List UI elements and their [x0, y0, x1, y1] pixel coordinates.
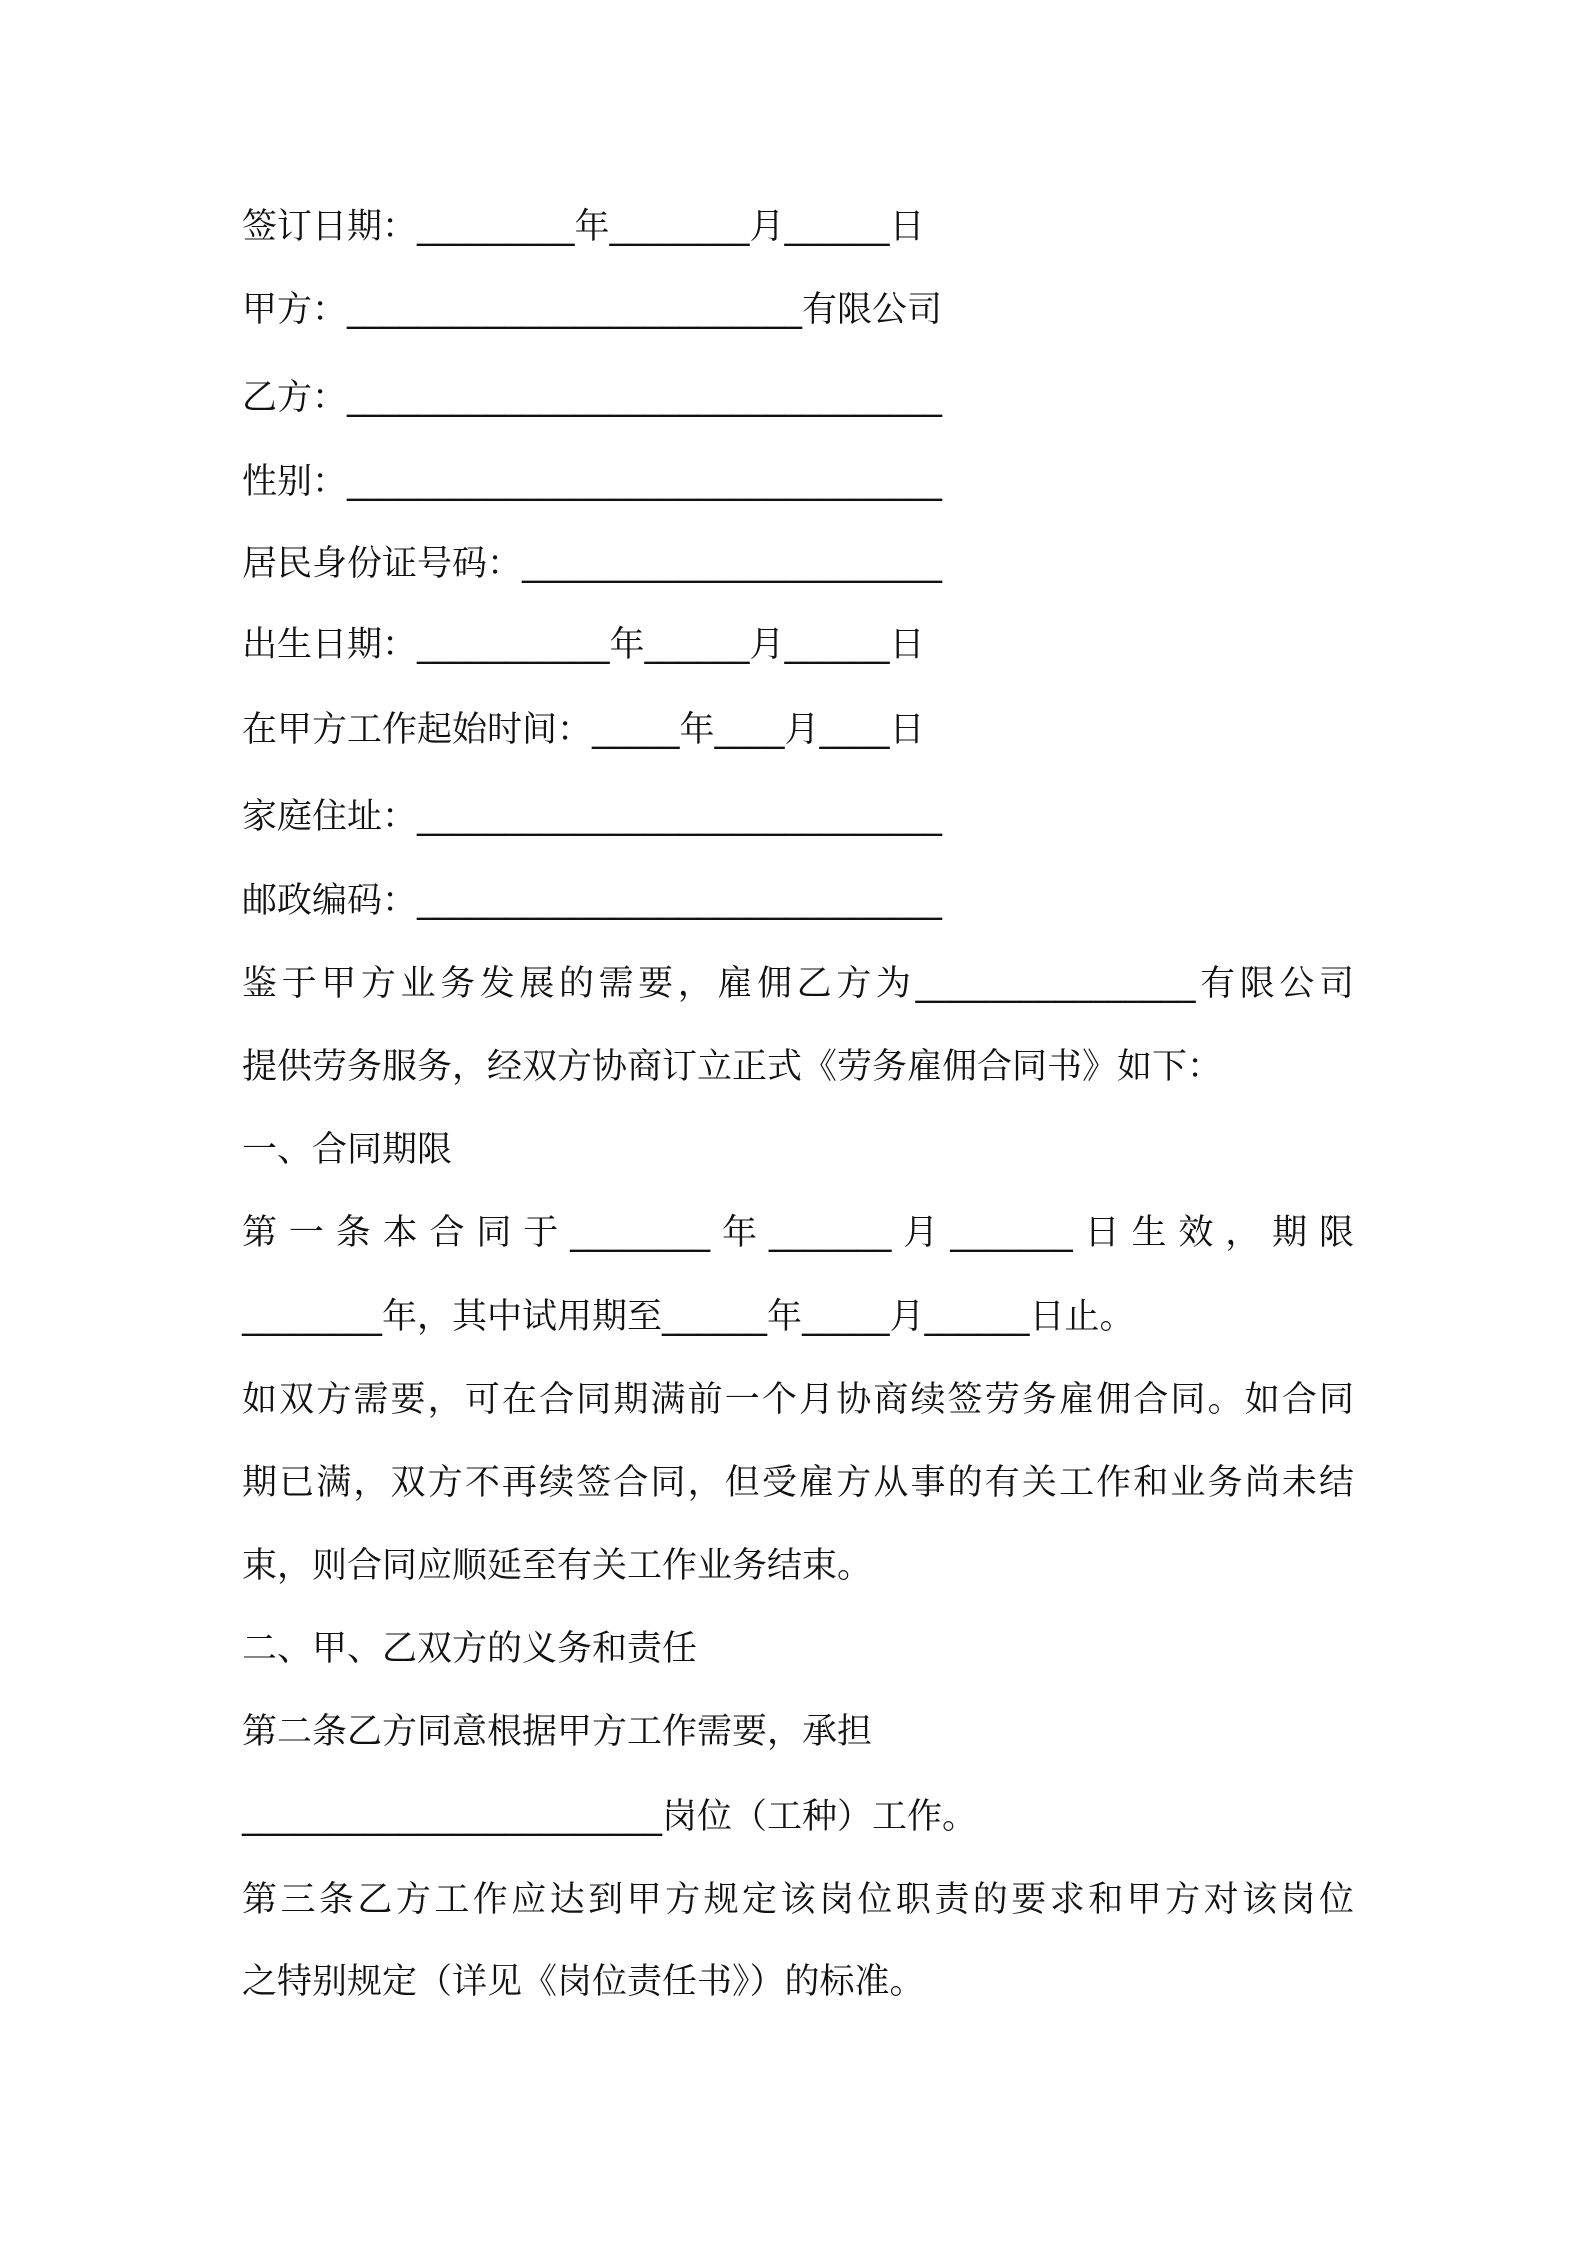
signing-date-line: 签订日期：_________年________月______日: [242, 207, 925, 247]
article-three-line-1: 第三条乙方工作应达到甲方规定该岗位职责的要求和甲方对该岗位: [242, 1880, 1354, 1920]
section-two-heading: 二、甲、乙双方的义务和责任: [242, 1629, 698, 1669]
article-two-line-2: ________________________岗位（工种）工作。: [242, 1797, 978, 1837]
gender-line: 性别：__________________________________: [242, 462, 943, 502]
article-two-line-1: 第二条乙方同意根据甲方工作需要，承担: [242, 1712, 873, 1752]
renewal-paragraph-line-2: 期已满，双方不再续签合同，但受雇方从事的有关工作和业务尚未结: [242, 1463, 1354, 1503]
article-three-line-2: 之特别规定（详见《岗位责任书》）的标准。: [242, 1962, 925, 2002]
renewal-paragraph-line-3: 束，则合同应顺延至有关工作业务结束。: [242, 1546, 873, 1586]
party-a-line: 甲方：__________________________有限公司: [242, 290, 943, 330]
id-number-line: 居民身份证号码：________________________: [242, 544, 943, 584]
article-one-line-1: 第一条本合同于________年_______月_______日生效，期限: [242, 1213, 1354, 1253]
section-one-heading: 一、合同期限: [242, 1130, 453, 1170]
birth-date-line: 出生日期：___________年______月______日: [242, 625, 925, 665]
party-b-line: 乙方：__________________________________: [242, 378, 943, 418]
postal-code-line: 邮政编码：______________________________: [242, 881, 943, 921]
preamble-line-2: 提供劳务服务，经双方协商订立正式《劳务雇佣合同书》如下：: [242, 1047, 1223, 1087]
start-work-date-line: 在甲方工作起始时间：_____年____月____日: [242, 710, 925, 750]
home-address-line: 家庭住址：______________________________: [242, 797, 943, 837]
preamble-line-1: 鉴于甲方业务发展的需要，雇佣乙方为________________有限公司: [242, 964, 1354, 1004]
article-one-line-2: ________年，其中试用期至______年_____月______日止。: [242, 1297, 1135, 1337]
renewal-paragraph-line-1: 如双方需要，可在合同期满前一个月协商续签劳务雇佣合同。如合同: [242, 1380, 1354, 1420]
